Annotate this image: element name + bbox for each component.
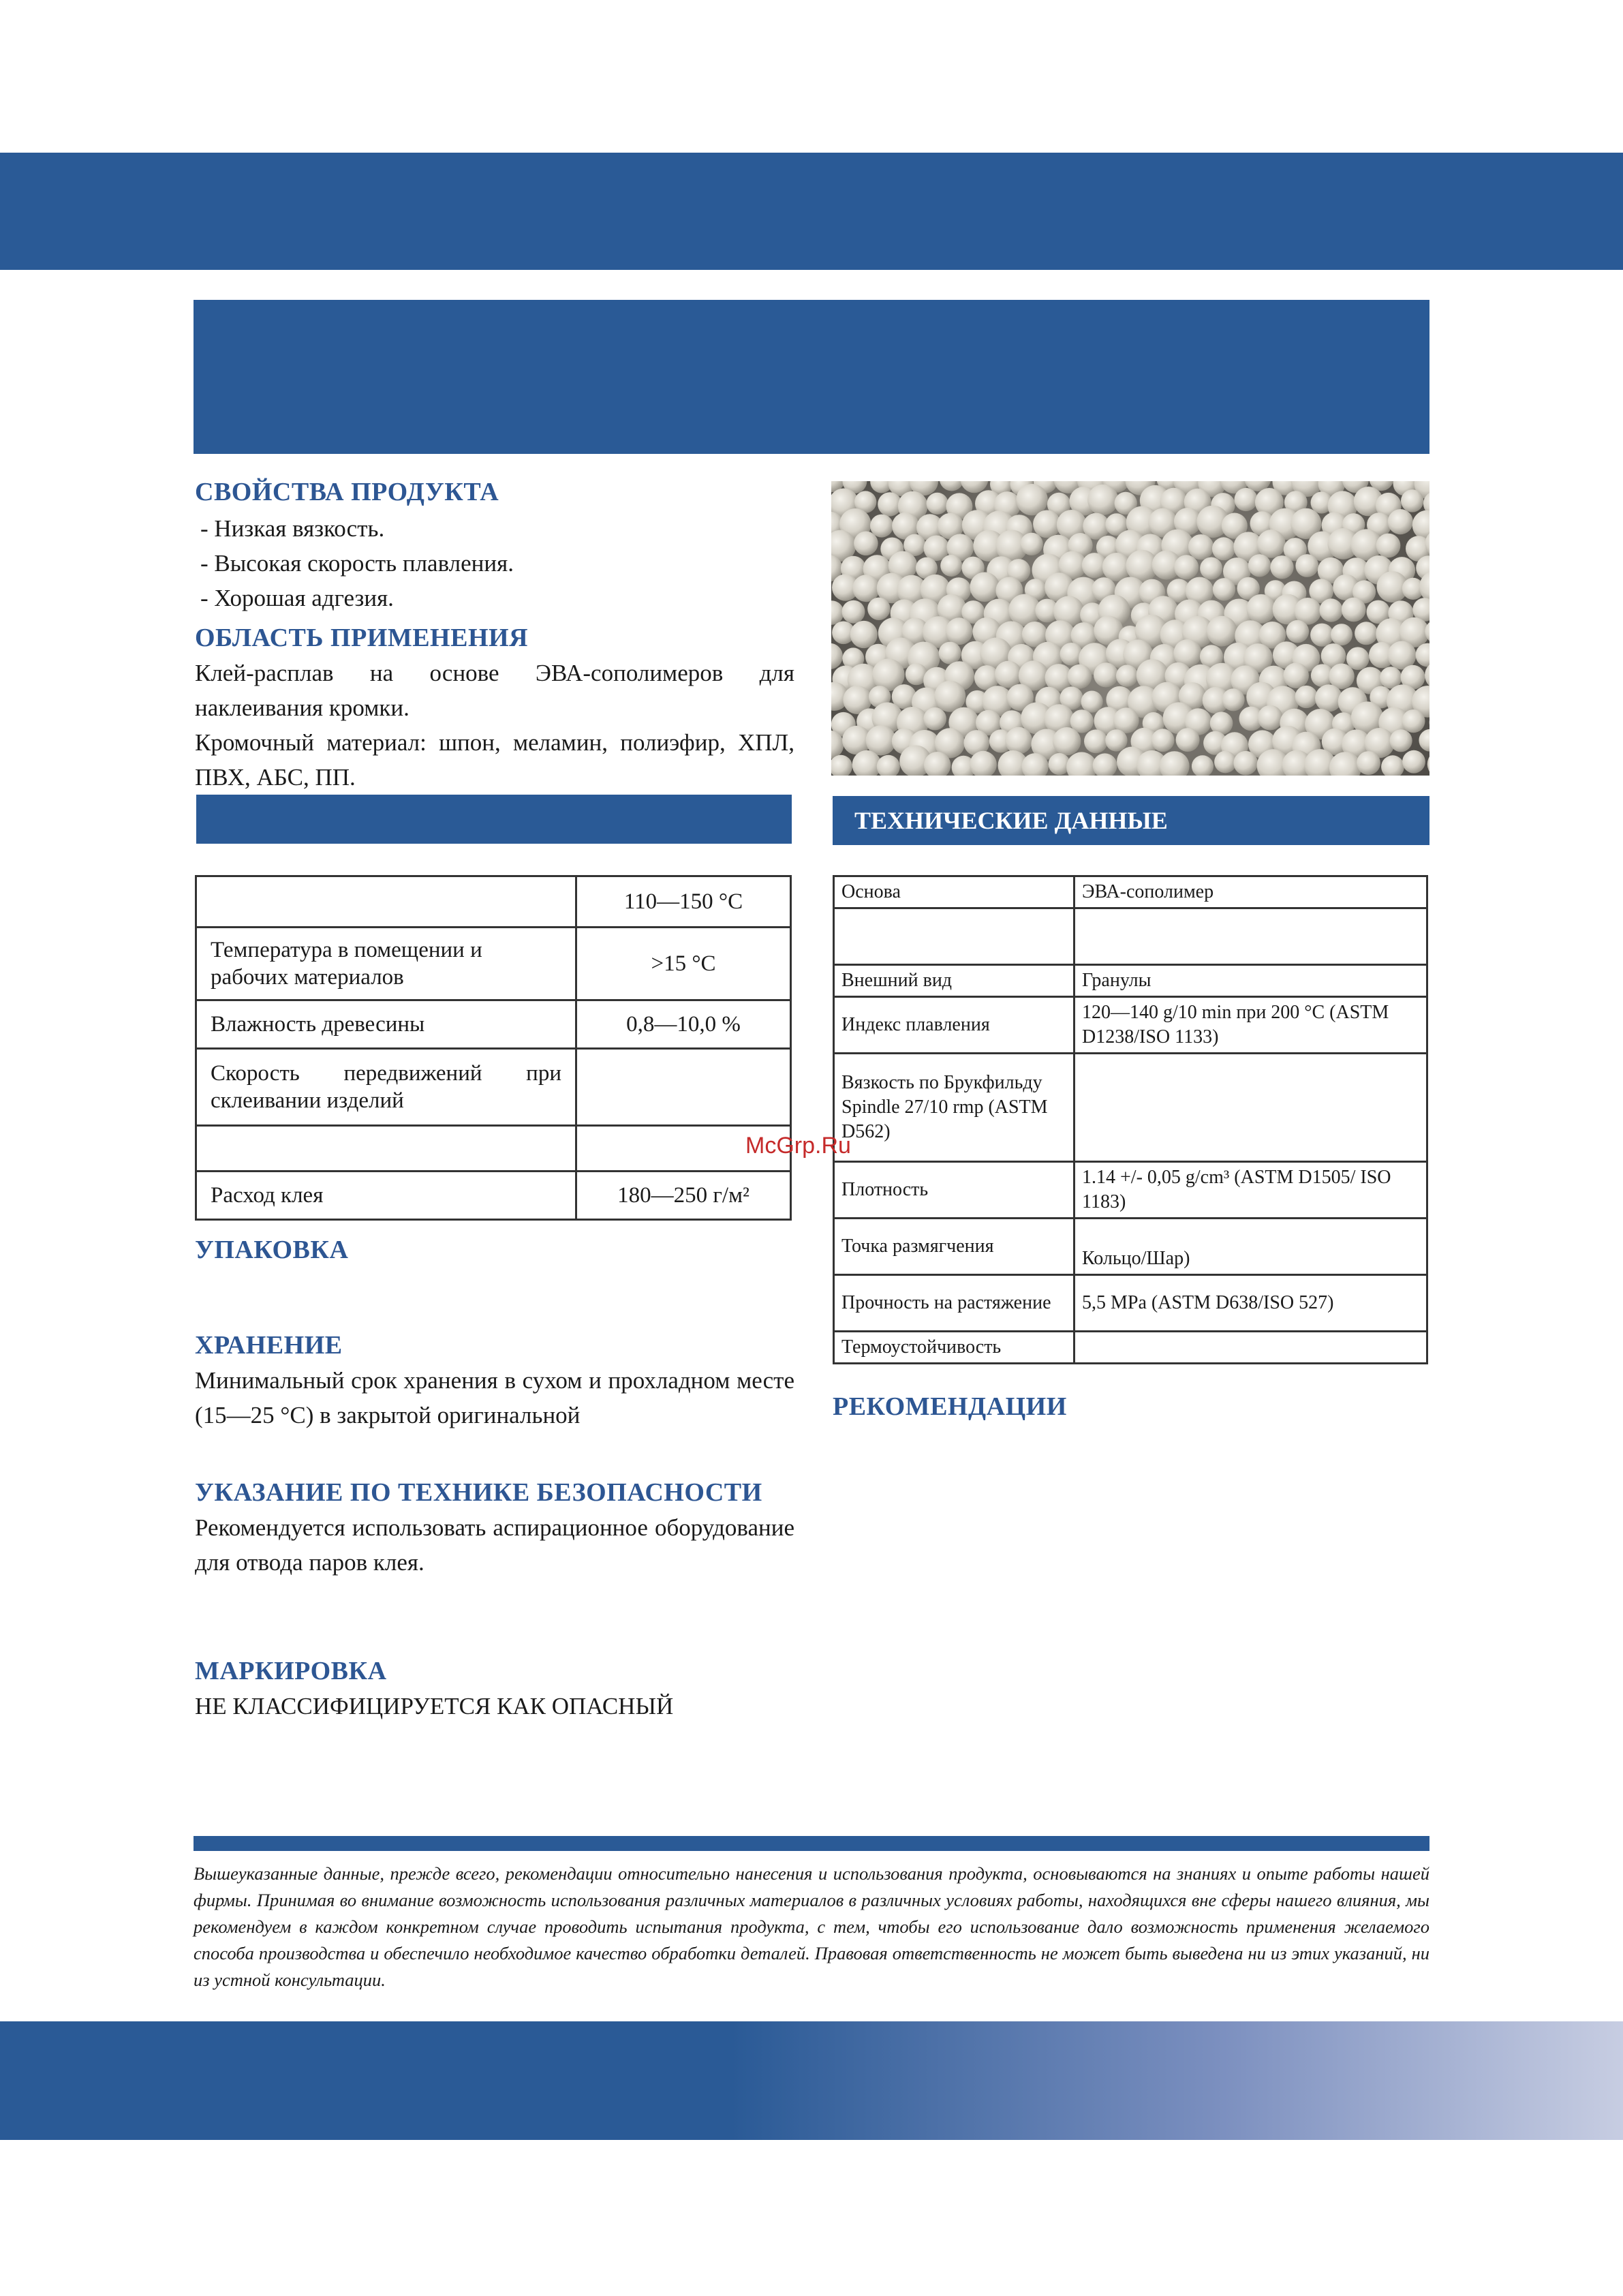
granule — [1214, 751, 1237, 774]
granule — [867, 598, 890, 620]
application-params-table — [195, 875, 792, 1221]
granule — [1310, 624, 1333, 647]
granule — [1066, 752, 1097, 776]
storage-heading: ХРАНЕНИЕ — [195, 1331, 343, 1360]
packaging-section — [195, 1235, 794, 1265]
table-cell-value: 120—140 g/10 min при 200 °С (ASTM D1238/ISO 1133) — [1075, 997, 1427, 1054]
table-cell-label: Точка размягчения — [834, 1219, 1075, 1275]
granule — [852, 575, 880, 602]
granule — [831, 643, 843, 669]
granule — [831, 755, 852, 776]
granule — [1402, 750, 1425, 774]
table-row — [196, 1126, 791, 1172]
granule — [1295, 554, 1318, 577]
table-row — [196, 1000, 791, 1049]
property-item: - Низкая вязкость. — [200, 515, 385, 542]
table-cell-value: Гранулы — [1075, 965, 1427, 997]
granule — [934, 681, 965, 712]
footer-band — [0, 2021, 1623, 2140]
granule — [1402, 709, 1425, 733]
table-cell-label: Индекс плавления — [834, 997, 1075, 1054]
table-row — [196, 1172, 791, 1220]
granule — [923, 707, 946, 731]
table-cell-label: Прочность на растяжение — [834, 1275, 1075, 1332]
application-text-1: Клей-расплав на основе ЭВА-сополимеров для наклеивания кромки. — [195, 660, 794, 721]
granule — [1381, 755, 1404, 776]
granule — [1210, 711, 1233, 735]
table-cell-label: Влажность древесины — [196, 1000, 576, 1049]
granule — [1053, 727, 1081, 755]
application-params-bar — [196, 795, 792, 844]
granule — [927, 493, 948, 515]
granule — [842, 600, 865, 624]
tech-data-bar — [833, 796, 1429, 845]
granule — [1174, 555, 1199, 579]
granule — [1005, 727, 1032, 754]
table-row — [834, 1162, 1427, 1219]
granule — [1094, 662, 1118, 687]
table-row — [196, 1049, 791, 1126]
granule — [854, 532, 878, 556]
granule — [1207, 616, 1237, 647]
granule — [1068, 664, 1092, 689]
table-cell-label: Внешний вид — [834, 965, 1075, 997]
granules-photo — [831, 481, 1429, 776]
granule — [1235, 488, 1258, 511]
table-row — [834, 908, 1427, 965]
granule — [1160, 751, 1190, 776]
table-cell-label — [196, 1126, 576, 1172]
disclaimer-text: Вышеуказанные данные, прежде всего, рекомендации относительно нанесения и использования продукта, основываются на знаниях и опыте работы нашей фирмы. Принимая во внимание возможность использования различных материалов в различных условиях работы, находящихся вне сферы нашего влияния, мы рекомендуем в каждом конкретном случае проводить испытания продукта, с тем, чтобы его использование дало возможность применения желаемого способа производства и обеспечило необходимое качество обработки деталей. Правовая ответственность не может быть выведена ни из этих указаний, ни из устной консультации. — [194, 1863, 1429, 1990]
granule — [1355, 622, 1378, 645]
table-cell-value: 1.14 +/- 0,05 g/cm³ (ASTM D1505/ ISO 1183) — [1075, 1162, 1427, 1219]
granule — [1412, 510, 1429, 540]
granule — [1116, 665, 1138, 687]
granule — [1419, 729, 1429, 752]
table-cell-label: Вязкость по Брукфильду Spindle 27/10 rmp (ASTM D562) — [834, 1054, 1075, 1162]
granule — [1258, 705, 1283, 731]
safety-heading: УКАЗАНИЕ ПО ТЕХНИКЕ БЕЗОПАСНОСТИ — [195, 1478, 762, 1507]
granule — [1283, 662, 1309, 688]
table-cell-label — [196, 876, 576, 928]
marking-section — [195, 1656, 794, 1724]
application-text-2: Кромочный материал: шпон, меламин, полиэфир, ХПЛ, ПВХ, АБС, ПП. — [195, 729, 794, 791]
granule — [1151, 729, 1175, 752]
recommendations-section — [833, 1392, 1429, 1422]
granule — [1213, 578, 1235, 600]
property-item: - Хорошая адгезия. — [200, 585, 394, 611]
granule — [1342, 598, 1366, 622]
table-cell-label: Основа — [834, 876, 1075, 908]
table-row — [196, 876, 791, 928]
granule — [850, 621, 878, 648]
granule — [1033, 510, 1061, 538]
granule — [1401, 489, 1423, 512]
granule — [1257, 530, 1286, 558]
granule — [1020, 533, 1042, 555]
table-cell-value: 110—150 °С — [576, 876, 791, 928]
table-cell-label: Температура в помещении и рабочих материалов — [196, 928, 576, 1000]
table-row — [834, 1219, 1427, 1275]
packaging-heading: УПАКОВКА — [195, 1236, 349, 1264]
granule — [1315, 684, 1342, 711]
table-cell-value — [576, 1049, 791, 1126]
table-cell-label — [834, 908, 1075, 965]
table-row — [834, 1332, 1427, 1364]
table-cell-value: 5,5 MPa (ASTM D638/ISO 527) — [1075, 1275, 1427, 1332]
table-row — [834, 876, 1427, 908]
properties-section — [195, 477, 794, 615]
granule — [1319, 598, 1342, 622]
table-cell-value: >15 °С — [576, 928, 791, 1000]
granule — [1200, 557, 1222, 580]
table-cell-label: Плотность — [834, 1162, 1075, 1219]
table-row — [834, 1275, 1427, 1332]
granule — [1093, 753, 1117, 776]
granule — [1084, 729, 1108, 753]
granule — [1192, 755, 1214, 776]
table-row — [196, 928, 791, 1000]
safety-text: Рекомендуется использовать аспирационное оборудование для отвода паров клея. — [195, 1514, 794, 1576]
granule — [1081, 691, 1103, 713]
granule — [1357, 751, 1380, 775]
storage-section — [195, 1330, 794, 1433]
granule — [1212, 537, 1235, 560]
table-row — [834, 965, 1427, 997]
table-cell-value — [1075, 908, 1427, 965]
tech-data-table — [833, 875, 1428, 1364]
granule — [1270, 555, 1293, 579]
granule — [940, 481, 964, 491]
watermark: McGrp.Ru — [745, 1133, 851, 1159]
storage-text: Минимальный срок хранения в сухом и прохладном месте (15—25 °С) в закрытой оригинальной — [195, 1367, 794, 1428]
granule — [1248, 554, 1271, 577]
recommendations-heading: РЕКОМЕНДАЦИИ — [833, 1392, 1067, 1421]
granule — [1331, 624, 1352, 645]
table-cell-value: Кольцо/Шар) — [1075, 1219, 1427, 1275]
marking-heading: МАРКИРОВКА — [195, 1657, 387, 1685]
table-cell-value: 0,8—10,0 % — [576, 1000, 791, 1049]
granules-image — [831, 481, 1429, 776]
tech-data-heading: ТЕХНИЧЕСКИЕ ДАННЫЕ — [854, 807, 1168, 834]
granule — [1376, 534, 1401, 558]
granule — [1233, 751, 1258, 776]
product-title-box — [194, 300, 1429, 454]
footer-rule — [194, 1836, 1429, 1851]
application-heading: ОБЛАСТЬ ПРИМЕНЕНИЯ — [195, 624, 529, 652]
table-cell-value: 180—250 г/м² — [576, 1172, 791, 1220]
marking-text: НЕ КЛАССИФИЦИРУЕТСЯ КАК ОПАСНЫЙ — [195, 1693, 674, 1719]
table-row — [834, 1054, 1427, 1162]
granule — [1246, 594, 1276, 624]
granule — [970, 572, 1000, 602]
granule — [1295, 686, 1318, 708]
granule — [1427, 750, 1429, 776]
header-band — [0, 153, 1623, 270]
granule — [1087, 485, 1118, 515]
granule — [1390, 729, 1412, 752]
table-cell-label: Расход клея — [196, 1172, 576, 1220]
granule — [939, 642, 961, 664]
properties-heading: СВОЙСТВА ПРОДУКТА — [195, 478, 499, 506]
safety-section — [195, 1478, 794, 1580]
granule — [1286, 620, 1310, 643]
granule — [1188, 534, 1214, 560]
application-section — [195, 623, 794, 795]
table-cell-value — [1075, 1332, 1427, 1364]
property-item: - Высокая скорость плавления. — [200, 550, 514, 577]
table-row — [834, 997, 1427, 1054]
granule — [946, 617, 973, 645]
granule — [1105, 729, 1127, 751]
granule — [877, 755, 900, 776]
table-cell-label: Термоустойчивость — [834, 1332, 1075, 1364]
table-cell-value: ЭВА-сополимер — [1075, 876, 1427, 908]
granule — [995, 661, 1022, 688]
granule — [940, 555, 962, 577]
granule — [1222, 688, 1245, 711]
table-cell-label: Скорость передвижений при склеивании изделий — [196, 1049, 576, 1126]
granule — [1176, 728, 1200, 752]
table-cell-value — [1075, 1054, 1427, 1162]
granule — [1388, 509, 1413, 534]
properties-list — [195, 511, 794, 615]
